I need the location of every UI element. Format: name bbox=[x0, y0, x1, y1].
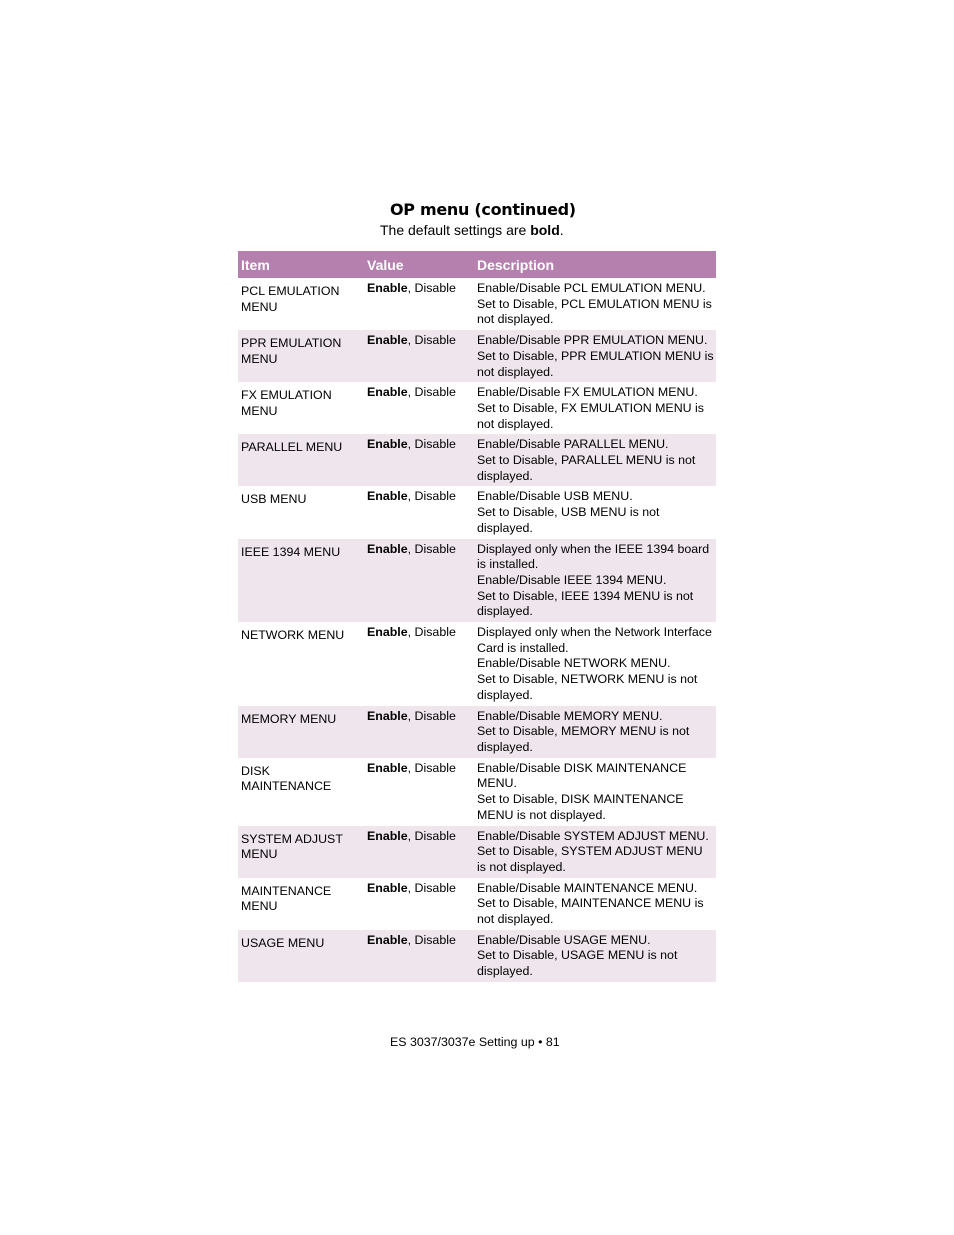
value-default: Enable bbox=[367, 489, 408, 504]
value-other: , Disable bbox=[407, 708, 456, 723]
value-default: Enable bbox=[367, 385, 408, 400]
value-default: Enable bbox=[367, 828, 408, 843]
value-other: , Disable bbox=[407, 385, 456, 400]
row-value bbox=[363, 278, 473, 330]
subtitle-prefix: The default settings are bbox=[380, 222, 531, 238]
subtitle-bold-word: bold bbox=[530, 222, 560, 238]
value-other: , Disable bbox=[407, 760, 456, 775]
value-default: Enable bbox=[367, 708, 408, 723]
table-row bbox=[238, 330, 716, 382]
description-line: Enable/Disable PARALLEL MENU. bbox=[477, 437, 669, 452]
row-item: FX EMULATION MENU bbox=[241, 388, 332, 418]
description-line: Enable/Disable MEMORY MENU. bbox=[477, 708, 663, 723]
row-description bbox=[473, 706, 716, 758]
description-line: Displayed only when the IEEE 1394 board is installed. bbox=[477, 541, 710, 572]
row-description bbox=[473, 330, 716, 382]
description-line: Enable/Disable PPR EMULATION MENU. bbox=[477, 333, 708, 348]
value-other: , Disable bbox=[407, 880, 456, 895]
row-description bbox=[473, 434, 716, 486]
value-default: Enable bbox=[367, 760, 408, 775]
row-item: MAINTENANCE MENU bbox=[241, 883, 332, 914]
header-description: Description bbox=[473, 251, 716, 278]
description-line: Enable/Disable USB MENU. bbox=[477, 489, 633, 504]
row-value bbox=[363, 382, 473, 434]
description-line: Set to Disable, MEMORY MENU is not displayed. bbox=[477, 724, 690, 754]
row-value bbox=[363, 706, 473, 758]
page-footer: ES 3037/3037e Setting up • 81 bbox=[390, 1035, 560, 1049]
row-value bbox=[363, 539, 473, 623]
value-other: , Disable bbox=[407, 489, 456, 504]
description-line: Enable/Disable DISK MAINTENANCE MENU. bbox=[477, 760, 687, 791]
value-other: , Disable bbox=[407, 437, 456, 452]
value-other: , Disable bbox=[407, 932, 456, 947]
row-description bbox=[473, 486, 716, 538]
row-item: USB MENU bbox=[241, 492, 307, 507]
description-line: Enable/Disable SYSTEM ADJUST MENU. bbox=[477, 828, 709, 843]
value-default: Enable bbox=[367, 932, 408, 947]
description-line: Enable/Disable USAGE MENU. bbox=[477, 932, 651, 947]
row-value bbox=[363, 758, 473, 826]
row-item: PCL EMULATION MENU bbox=[241, 284, 340, 314]
value-other: , Disable bbox=[407, 333, 456, 348]
page-subtitle bbox=[380, 222, 564, 238]
description-line: Displayed only when the Network Interface Card is installed. bbox=[477, 625, 712, 655]
row-value bbox=[363, 878, 473, 930]
value-default: Enable bbox=[367, 880, 408, 895]
description-line: Set to Disable, PCL EMULATION MENU is not displayed. bbox=[477, 296, 712, 327]
row-description bbox=[473, 930, 716, 982]
row-item: IEEE 1394 MENU bbox=[238, 539, 363, 623]
table-row bbox=[238, 930, 716, 982]
row-value bbox=[363, 622, 473, 706]
header-value: Value bbox=[363, 251, 473, 278]
description-line: Enable/Disable IEEE 1394 MENU. bbox=[477, 572, 667, 587]
description-line: Set to Disable, DISK MAINTENANCE MENU is not displayed. bbox=[477, 792, 684, 822]
value-other: , Disable bbox=[407, 541, 456, 556]
description-line: Enable/Disable MAINTENANCE MENU. bbox=[477, 880, 698, 895]
table-header-row bbox=[238, 251, 716, 278]
description-line: Set to Disable, FX EMULATION MENU is not displayed. bbox=[477, 400, 704, 431]
row-item: PPR EMULATION MENU bbox=[238, 330, 363, 382]
header-item: Item bbox=[238, 251, 363, 278]
value-default: Enable bbox=[367, 281, 408, 295]
row-value bbox=[363, 826, 473, 878]
value-default: Enable bbox=[367, 541, 408, 556]
table-row bbox=[238, 706, 716, 758]
row-item: PARALLEL MENU bbox=[238, 434, 363, 486]
table-row bbox=[238, 826, 716, 878]
description-line: Enable/Disable NETWORK MENU. bbox=[477, 656, 671, 671]
row-description bbox=[473, 539, 716, 623]
value-other: , Disable bbox=[407, 828, 456, 843]
description-line: Set to Disable, MAINTENANCE MENU is not displayed. bbox=[477, 896, 704, 927]
row-description bbox=[473, 382, 716, 434]
table-row bbox=[238, 434, 716, 486]
row-value bbox=[363, 330, 473, 382]
page-title: OP menu (continued) bbox=[390, 200, 576, 219]
description-line: Set to Disable, PARALLEL MENU is not displayed. bbox=[477, 453, 696, 483]
table-row bbox=[238, 878, 716, 930]
value-other: , Disable bbox=[407, 625, 456, 640]
subtitle-suffix: . bbox=[559, 222, 564, 238]
description-line: Set to Disable, PPR EMULATION MENU is not displayed. bbox=[477, 348, 714, 379]
description-line: Set to Disable, NETWORK MENU is not displayed. bbox=[477, 672, 698, 702]
description-line: Set to Disable, USAGE MENU is not displayed. bbox=[477, 948, 678, 979]
row-item: NETWORK MENU bbox=[241, 628, 345, 643]
table-row bbox=[238, 382, 716, 434]
table-row bbox=[238, 278, 716, 330]
description-line: Set to Disable, SYSTEM ADJUST MENU is not displayed. bbox=[477, 844, 703, 874]
table-row bbox=[238, 539, 716, 623]
row-value bbox=[363, 486, 473, 538]
description-line: Enable/Disable FX EMULATION MENU. bbox=[477, 385, 698, 400]
row-description bbox=[473, 826, 716, 878]
row-description bbox=[473, 758, 716, 826]
row-item: DISK MAINTENANCE bbox=[241, 763, 332, 794]
value-default: Enable bbox=[367, 437, 408, 452]
table-row bbox=[238, 486, 716, 538]
op-menu-table bbox=[238, 251, 716, 982]
table-row bbox=[238, 758, 716, 826]
row-item: MEMORY MENU bbox=[238, 706, 363, 758]
description-line: Set to Disable, IEEE 1394 MENU is not displayed. bbox=[477, 588, 694, 619]
row-description bbox=[473, 278, 716, 330]
value-default: Enable bbox=[367, 625, 408, 640]
table-row bbox=[238, 622, 716, 706]
description-line: Set to Disable, USB MENU is not displayed. bbox=[477, 505, 660, 535]
value-default: Enable bbox=[367, 333, 408, 348]
row-item: SYSTEM ADJUST MENU bbox=[238, 826, 363, 878]
value-other: , Disable bbox=[407, 281, 456, 295]
description-line: Enable/Disable PCL EMULATION MENU. bbox=[477, 281, 706, 295]
row-item: USAGE MENU bbox=[238, 930, 363, 982]
row-description bbox=[473, 622, 716, 706]
row-value bbox=[363, 930, 473, 982]
row-value bbox=[363, 434, 473, 486]
row-description bbox=[473, 878, 716, 930]
